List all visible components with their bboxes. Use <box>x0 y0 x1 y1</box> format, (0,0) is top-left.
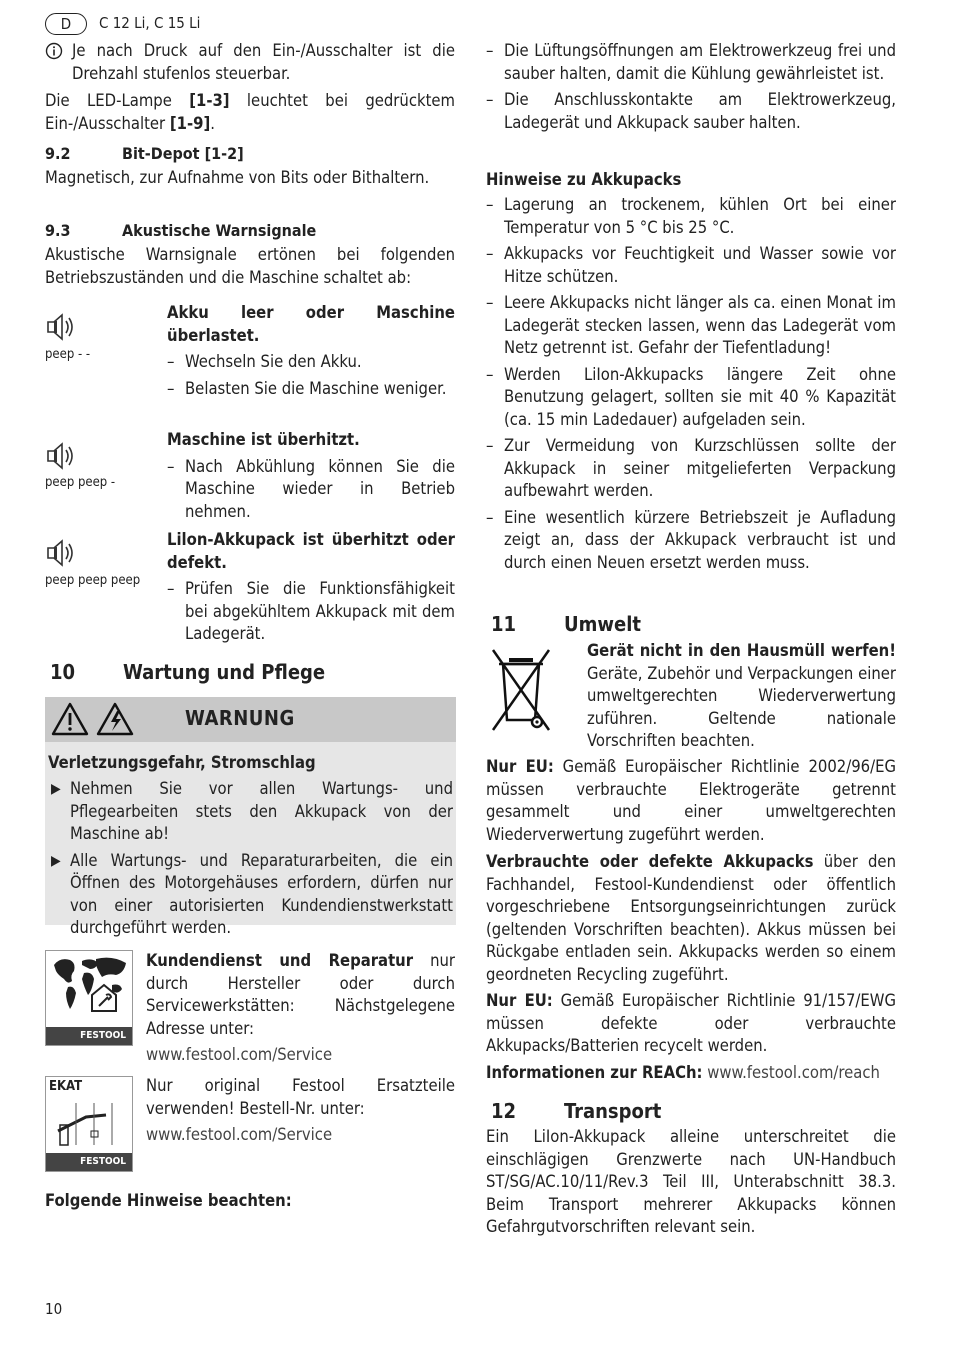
section-9-2-text: Magnetisch, zur Aufnahme von Bits oder Bithaltern. <box>45 168 430 187</box>
reach-link[interactable]: www.festool.com/reach <box>707 1063 880 1082</box>
list-item: – Belasten Sie die Maschine weniger. <box>167 378 455 401</box>
warning-header <box>45 697 456 742</box>
list-item: – Zur Vermeidung von Kurzschlüssen sollte der Akkupack in seiner mitgelieferten Verpackung aufbewahrt werden. <box>486 435 896 503</box>
warning-label: WARNUNG <box>185 706 295 730</box>
list-item: ▶ Nehmen Sie vor allen Wartungs- und Pflegearbeiten stets den Akkupack von der Maschine ab! <box>51 779 453 843</box>
signal-sound-2: peep peep - <box>45 475 116 490</box>
section-10-heading: 10 Wartung und Pflege <box>50 660 326 684</box>
list-item: – Leere Akkupacks nicht länger als ca. einen Monat im Ladegerät stecken lassen, wenn das Ladegerät vom Netz getrennt ist. Gefahr der Tiefentladung! <box>486 292 896 360</box>
parts-block <box>146 1075 455 1147</box>
follow-notes-title: Folgende Hinweise beachten: <box>45 1191 292 1210</box>
model-name: C 12 Li, C 15 Li <box>99 14 201 32</box>
list-item: – Die Anschlusskontakte am Elektrowerkzeug, Ladegerät und Akkupack sauber halten. <box>486 89 896 134</box>
section-9-2-heading: 9.2 Bit-Depot [1-2] <box>45 144 244 163</box>
signal-3 <box>167 529 455 646</box>
arrow-right-icon: ▶ <box>51 781 61 797</box>
language-tag: D <box>45 13 87 35</box>
signal-2 <box>167 429 455 523</box>
section-9-3-heading: 9.3 Akustische Warnsignale <box>45 221 317 240</box>
warning-box <box>45 697 456 937</box>
signal-2-title: Maschine ist überhitzt. <box>167 430 360 449</box>
list-item: – Nach Abkühlung können Sie die Maschine wieder in Betrieb nehmen. <box>167 456 455 524</box>
signal-3-title: Lilon-Akkupack ist überhitzt oder defekt. <box>167 530 455 572</box>
list-item: ▶ Alle Wartungs- und Reparaturarbeiten, die ein Öffnen des Motorgehäuses erfordern, dürfen nur von einer autorisierten Kundendienstwerkstatt durchgeführt werden. <box>51 850 453 937</box>
signal-sound-3: peep peep peep <box>45 573 141 588</box>
battery-notes-title: Hinweise zu Akkupacks <box>486 170 682 189</box>
list-item: – Die Lüftungsöffnungen am Elektrowerkzeug frei und sauber halten, damit die Kühlung gewährleistet ist. <box>486 40 896 85</box>
signal-1 <box>167 302 455 400</box>
list-item: – Prüfen Sie die Funktionsfähigkeit bei abgekühltem Akkupack mit dem Ladegerät. <box>167 578 455 646</box>
list-item: – Akkupacks vor Feuchtigkeit und Wasser sowie vor Hitze schützen. <box>486 243 896 288</box>
info-note <box>45 40 455 85</box>
warning-subtitle: Verletzungsgefahr, Stromschlag <box>48 753 316 772</box>
festool-logo: FESTOOL <box>46 1027 132 1045</box>
page-number: 10 <box>45 1300 63 1318</box>
notes-list <box>486 40 896 134</box>
section-12-heading: 12 Transport <box>491 1099 662 1123</box>
list-item: – Lagerung an trockenem, kühlen Ort bei einer Temperatur von 5 °C bis 25 °C. <box>486 194 896 239</box>
section-9-3-text: Akustische Warnsignale ertönen bei folgenden Betriebszuständen und die Maschine schaltet ab: <box>45 245 455 287</box>
warning-triangle-icon <box>51 701 89 744</box>
service-block: Kundendienst und Reparatur nur durch Hersteller oder durch Servicewerkstätten: Nächstgelegene Adresse unter: www.festool.com/Service <box>146 950 455 1067</box>
service-world-icon <box>45 950 133 1046</box>
crossed-bin-icon <box>489 646 553 741</box>
transport-text: Ein LiIon-Akkupack alleine unterschreitet die einschlägigen Grenzwerte nach UN-Handbuch ST/SG/AC.10/11/Rev.3 Teil III, Unterabschnitt 38.3. Beim Transport mehrerer Akkupacks können Gefahrgutvorschriften relevant sein. <box>486 1127 896 1236</box>
signal-sound-1: peep - - <box>45 347 91 362</box>
arrow-right-icon: ▶ <box>51 852 61 869</box>
parts-text: Nur original Festool Ersatzteile verwenden! Bestell-Nr. unter: <box>146 1076 455 1118</box>
environment-text: Gerät nicht in den Hausmüll werfen! Geräte, Zubehör und Verpackungen einer umweltgerechten Wiederverwertung zuführen. Geltende nationale Vorschriften beachten. <box>587 641 896 750</box>
battery-notes-list <box>486 194 896 574</box>
used-batteries-text: Verbrauchte oder defekte Akkupacks über den Fachhandel, Festool-Kundendienst oder öffentlich vorgeschriebene Entsorgungseinrichtungen zurück (geltenden Vorschriften beachten). Akkus müssen bei Rückgabe entladen sein. Akkupacks werden so einem geordneten Recycling zugeführt. <box>486 852 896 984</box>
ekat-label: EKAT <box>49 1079 83 1094</box>
led-paragraph: Die LED-Lampe [1-3] leuchtet bei gedrücktem Ein-/Ausschalter [1-9]. <box>45 91 455 133</box>
list-item: – Werden LiIon-Akkupacks längere Zeit ohne Benutzung gelagert, sollten sie mit 40 % Kapazität (ca. 15 min Ladedauer) aufgeladen sein. <box>486 364 896 432</box>
reach-info: Informationen zur REACh: www.festool.com/reach <box>486 1063 880 1082</box>
list-item: – Eine wesentlich kürzere Betriebszeit je Aufladung zeigt an, dass der Akkupack verbraucht ist und durch einen Neuen ersetzt werden muss. <box>486 507 896 575</box>
eu-directive-1: Nur EU: Gemäß Europäischer Richtlinie 2002/96/EG müssen verbrauchte Elektrogeräte getrennt gesammelt und einer umweltgerechten Wiederverwertung zugeführt werden. <box>486 757 896 844</box>
list-item: – Wechseln Sie den Akku. <box>167 351 455 374</box>
parts-link[interactable]: www.festool.com/Service <box>146 1125 333 1144</box>
section-11-heading: 11 Umwelt <box>491 612 641 636</box>
festool-logo: FESTOOL <box>46 1153 132 1171</box>
electric-shock-icon <box>96 701 134 744</box>
service-link[interactable]: www.festool.com/Service <box>146 1045 333 1064</box>
signal-1-title: Akku leer oder Maschine überlastet. <box>167 303 455 345</box>
info-note-text: Je nach Druck auf den Ein-/Ausschalter ist die Drehzahl stufenlos steuerbar. <box>72 41 455 83</box>
eu-directive-2: Nur EU: Gemäß Europäischer Richtlinie 91/157/EWG müssen defekte oder verbrauchte Akkupacks/Batterien recycelt werden. <box>486 991 896 1055</box>
ekat-icon <box>45 1076 133 1172</box>
info-icon <box>45 42 63 67</box>
